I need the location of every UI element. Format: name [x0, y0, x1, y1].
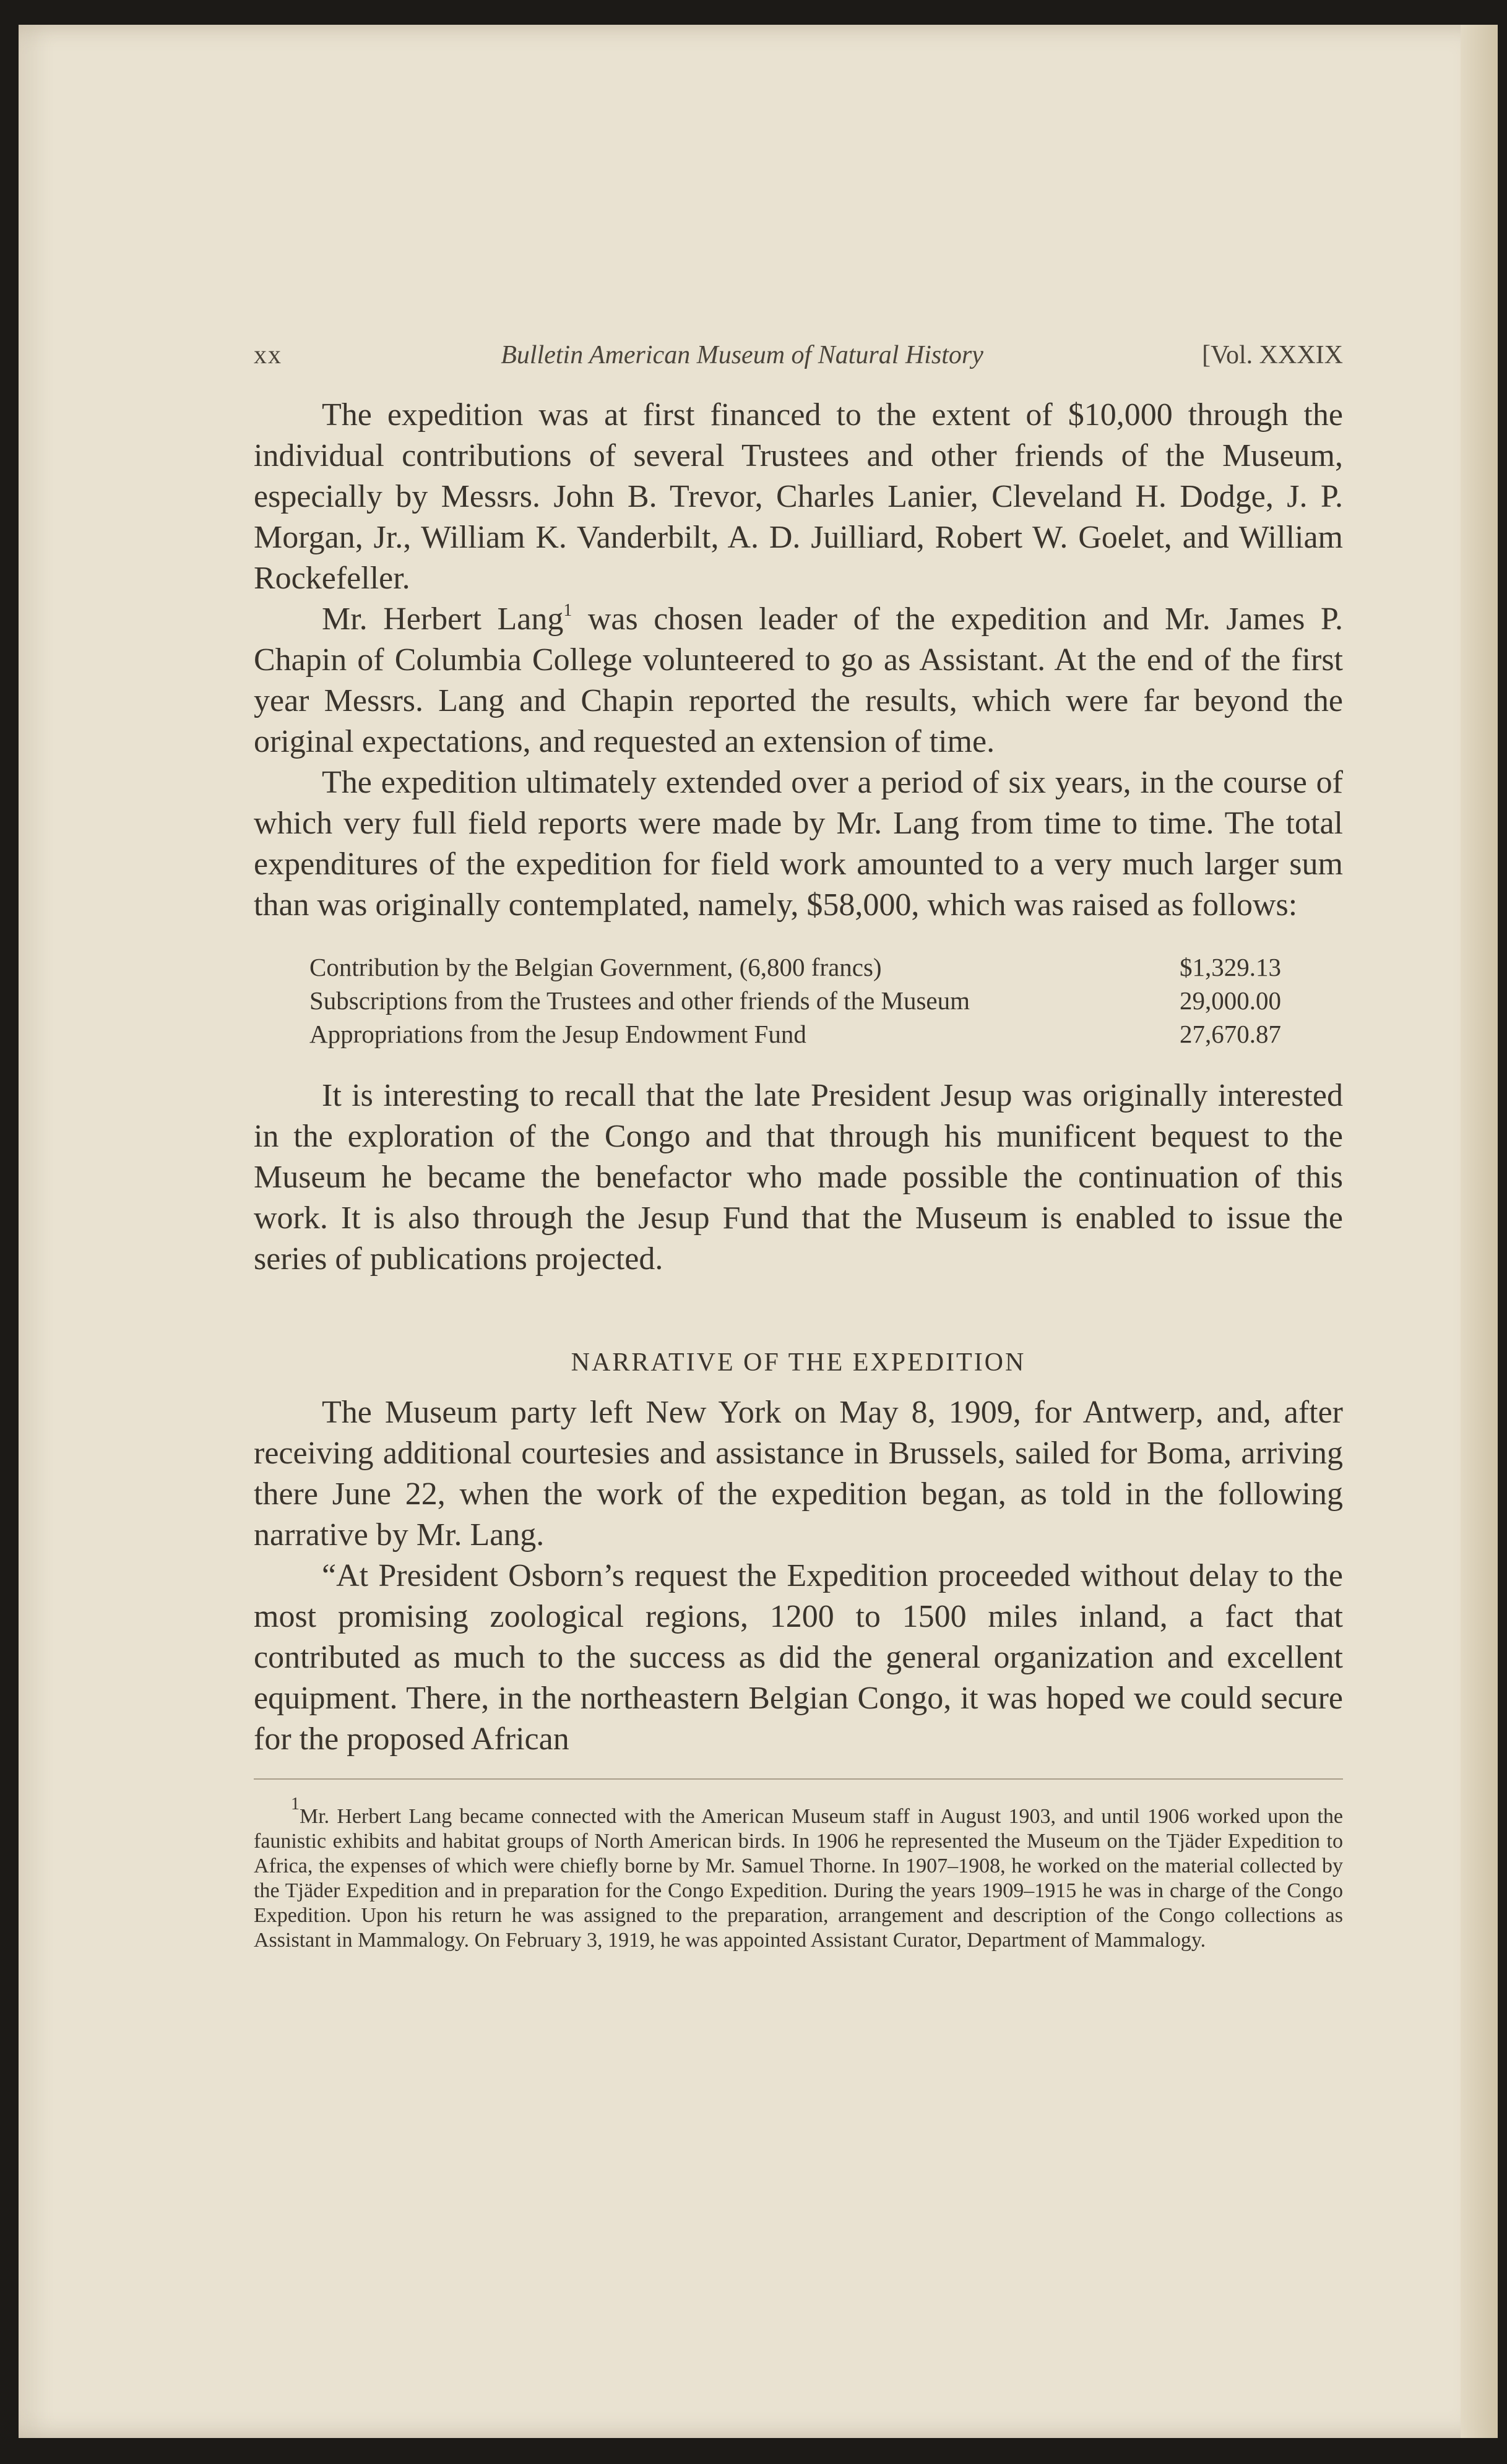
funding-amount: 27,670.87	[1180, 1020, 1281, 1048]
book-page	[19, 25, 1498, 2438]
volume-number: [Vol. XXXIX	[1202, 341, 1343, 369]
paragraph-lang-chapin	[254, 599, 1343, 762]
footnote	[254, 1794, 1343, 1953]
footnote-text: Mr. Herbert Lang became connected with the American Museum staff in August 1903, and until 1906 worked upon the faunistic exhibits and habitat groups of North American birds. In 1906 he represented the Museum on the Tjäder Expedition to Africa, the expenses of which were chiefly borne by Mr. Samuel Thorne. In 1907–1908, he worked on the material collected by the Tjäder Expedition and in preparation for the Congo Expedition. During the years 1909–1915 he was in charge of the Congo Expedition. Upon his return he was assigned to the preparation, arrangement and description of the Congo collections as Assistant in Mammalogy. On February 3, 1919, he was appointed Assistant Curator, Department of Mammalogy.	[254, 1805, 1343, 1952]
section-heading: NARRATIVE OF THE EXPEDITION	[571, 1348, 1026, 1377]
funding-source: Contribution by the Belgian Government, (6,800 francs)	[309, 953, 882, 981]
paragraph-narrative: “At President Osborn’s request the Expedition proceeded without delay to the most promising zoological regions, 1200 to 1500 miles inland, a fact that contributed as much to the success as did the general organization and excellent equipment. There, in the northeastern Belgian Congo, it was hoped we could secure for the proposed African	[254, 1558, 1343, 1757]
paragraph-text: Mr. Herbert Lang	[322, 601, 564, 637]
table-row	[309, 984, 1281, 1017]
page-number: xx	[254, 341, 282, 369]
table-row	[309, 1017, 1281, 1051]
footnote-marker: 1	[291, 1794, 300, 1814]
paragraph-departure: The Museum party left New York on May 8, 1909, for Antwerp, and, after receiving additional courtesies and assistance in Brussels, sailed for Boma, arriving there June 22, when the work of the expedition began, as told in the following narrative by Mr. Lang.	[254, 1395, 1343, 1553]
funding-source: Subscriptions from the Trustees and other friends of the Museum	[309, 986, 970, 1015]
table-row	[309, 950, 1281, 984]
footnote-rule	[254, 1778, 1343, 1780]
running-head	[254, 340, 1343, 370]
paragraph-funding-intro: The expedition was at first financed to the extent of $10,000 through the individual contributions of several Trustees and other friends of the Museum, especially by Messrs. John B. Trevor, Charles Lanier, Cleveland H. Dodge, J. P. Morgan, Jr., William K. Vanderbilt, A. D. Juilliard, Robert W. Goelet, and William Rockefeller.	[254, 397, 1343, 596]
paragraph-text: was chosen leader of the expedition and Mr. James P. Chapin of Columbia College volunteered to go as Assistant. At the end of the first year Messrs. Lang and Chapin reported the results, which were far beyond the original expectations, and requested an extension of time.	[254, 601, 1343, 759]
paragraph-expenditures: The expedition ultimately extended over a period of six years, in the course of which very full field reports were made by Mr. Lang from time to time. The total expenditures of the expedition for field work amounted to a very much larger sum than was originally contemplated, namely, $58,000, which was raised as follows:	[254, 765, 1343, 923]
funding-table	[309, 950, 1281, 1051]
funding-amount: $1,329.13	[1180, 953, 1281, 981]
journal-title: Bulletin American Museum of Natural History	[501, 341, 983, 369]
funding-amount: 29,000.00	[1180, 986, 1281, 1015]
page-edge-shadow	[1461, 25, 1498, 2438]
paragraph-jesup: It is interesting to recall that the late President Jesup was originally interested in the exploration of the Congo and that through his munificent bequest to the Museum he became the benefactor who made possible the continuation of this work. It is also through the Jesup Fund that the Museum is enabled to issue the series of publications projected.	[254, 1078, 1343, 1277]
funding-source: Appropriations from the Jesup Endowment Fund	[309, 1020, 806, 1048]
footnote-marker: 1	[563, 601, 572, 620]
page-text-block	[254, 340, 1343, 1953]
